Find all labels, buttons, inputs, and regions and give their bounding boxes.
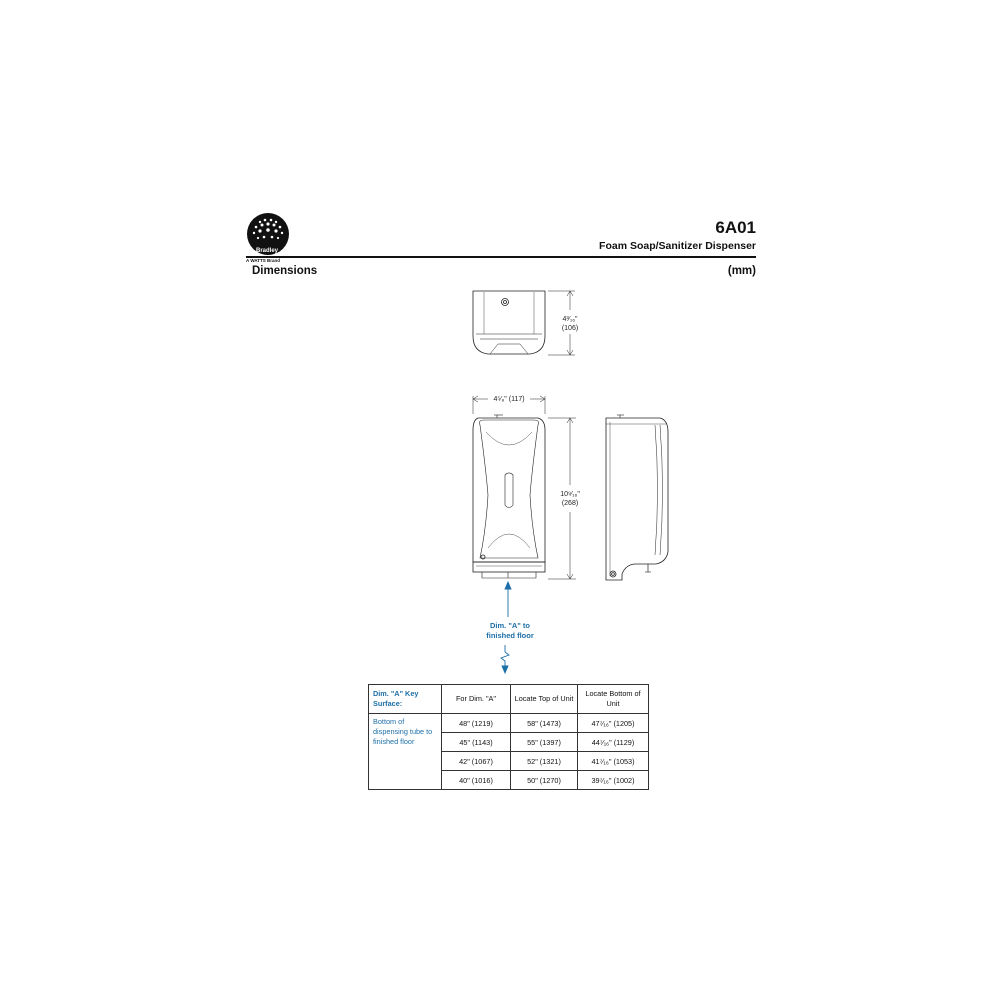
table-cell: 55" (1397) (511, 733, 578, 752)
table-cell: 45" (1143) (442, 733, 511, 752)
front-width-label: 4⁵⁄₈" (117) (493, 396, 525, 403)
table-cell: 48" (1219) (442, 714, 511, 733)
header-bottom-of-unit: Locate Bottom of Unit (578, 685, 649, 714)
table-cell: 58" (1473) (511, 714, 578, 733)
side-view-drawing (606, 415, 668, 580)
header-key-surface: Dim. "A" Key Surface: (369, 685, 442, 714)
section-title: Dimensions (252, 265, 318, 277)
table-cell: 42" (1067) (442, 752, 511, 771)
units-label: (mm) (727, 265, 756, 277)
key-surface-cell: Bottom of dispensing tube to finished floor (369, 714, 442, 790)
table-row (369, 714, 649, 733)
document-subtitle: Foam Soap/Sanitizer Dispenser (599, 240, 756, 252)
table-cell: 39⁷⁄₁₆" (1002) (578, 771, 649, 790)
front-height-mm-label: (268) (561, 500, 579, 507)
front-height-label: 10⁹⁄₁₆" (560, 491, 580, 498)
floor-dimension-callout (470, 621, 550, 641)
header-top-of-unit: Locate Top of Unit (511, 685, 578, 714)
top-depth-label: 4³⁄₁₆" (562, 316, 578, 323)
table-header-row (369, 685, 649, 714)
callout-line-2: finished floor (486, 631, 534, 640)
document-number: 6A01 (715, 218, 756, 237)
front-view-drawing (473, 396, 579, 579)
header-dim-a: For Dim. "A" (442, 685, 511, 714)
table-cell: 47⁷⁄₁₆" (1205) (578, 714, 649, 733)
top-depth-mm-label: (106) (561, 325, 579, 332)
brand-tagline: A WATTS Brand (246, 258, 280, 263)
table-cell: 44⁷⁄₁₆" (1129) (578, 733, 649, 752)
mounting-height-table (368, 684, 649, 790)
top-view-drawing (473, 291, 575, 355)
table-cell: 41⁷⁄₁₆" (1053) (578, 752, 649, 771)
table-cell: 52" (1321) (511, 752, 578, 771)
table-cell: 40" (1016) (442, 771, 511, 790)
brand-name: Bradley (255, 248, 278, 254)
table-cell: 50" (1270) (511, 771, 578, 790)
callout-line-1: Dim. "A" to (489, 621, 531, 630)
